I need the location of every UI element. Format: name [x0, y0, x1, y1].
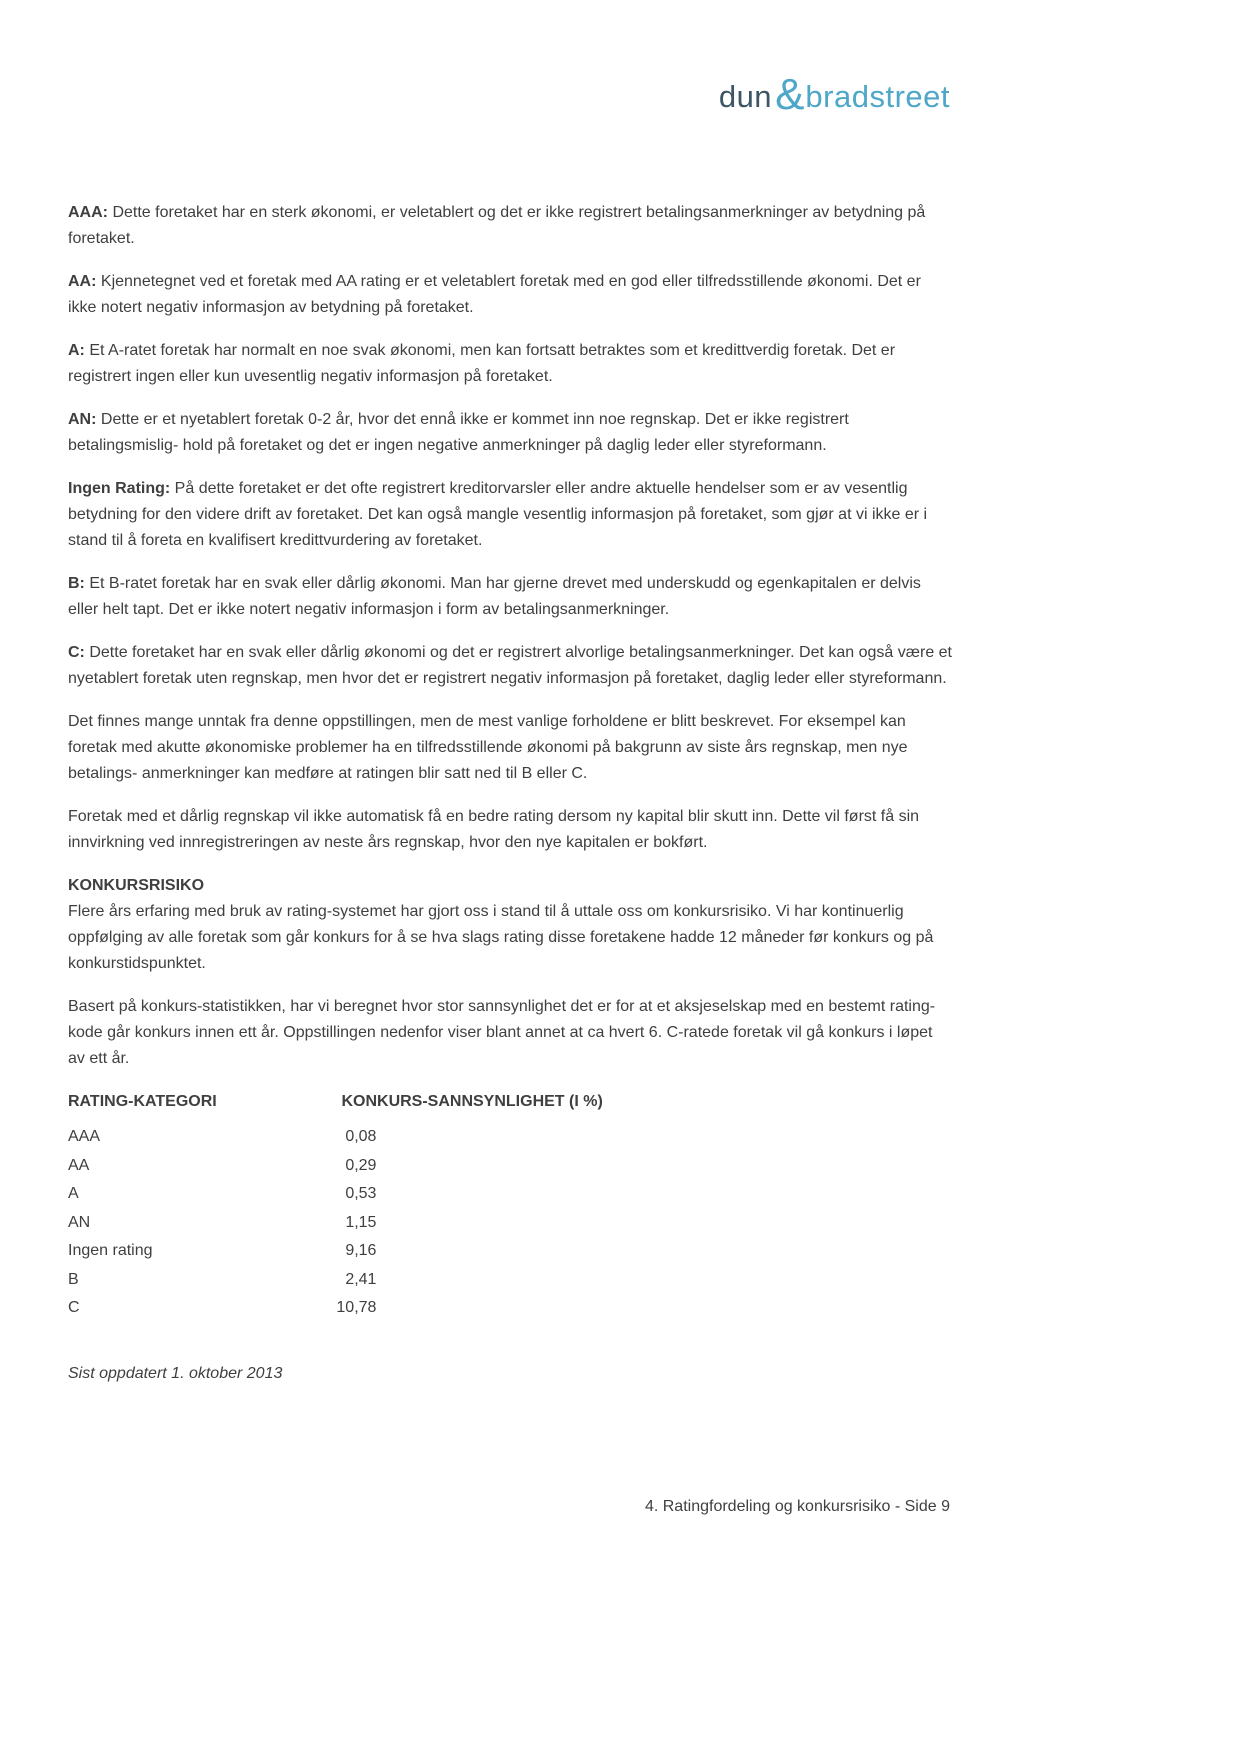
konkursrisiko-heading: KONKURSRISIKO	[68, 877, 205, 894]
rating-category-cell: AN	[68, 1213, 91, 1231]
table-row	[68, 1266, 952, 1295]
rating-category-cell: C	[68, 1299, 80, 1316]
rating-category-cell: Ingen rating	[68, 1242, 153, 1259]
rating-text: Dette foretaket har en svak eller dårlig økonomi og det er registrert alvorlige betalingsanmerkninger. Det kan også være et nyetablert foretak uten regnskap, men hvor det er registrert negativ informasjon på foretaket, daglig leder eller styreformann.	[68, 644, 952, 687]
table-row	[68, 1209, 952, 1238]
rating-text: Dette er et nyetablert foretak 0-2 år, hvor det ennå ikke er kommet inn noe regnskap. Det er ikke registrert betalingsmislig- hold på foretaket og det er ingen negative anmerkninger på daglig leder eller styreformann.	[68, 411, 849, 454]
ampersand-logo-icon: &	[775, 70, 805, 119]
rating-label: AN:	[68, 411, 97, 428]
table-row	[68, 1237, 952, 1266]
rating-label: A:	[68, 342, 85, 359]
rating-definition-an	[68, 407, 952, 459]
konkursrisiko-paragraph-1: Flere års erfaring med bruk av rating-systemet har gjort oss i stand til å uttale oss om konkursrisiko. Vi har kontinuerlig oppfølging av alle foretak som går konkurs for å se hva slags rating disse foretakene hadde 12 måneder før konkurs og på konkurstidspunktet.	[68, 903, 934, 972]
table-header-row	[68, 1089, 952, 1115]
table-row	[68, 1294, 952, 1323]
probability-cell: 0,08	[345, 1128, 377, 1145]
probability-cell: 9,16	[345, 1242, 377, 1259]
column-header-konkurs-sannsynlighet: KONKURS-SANNSYNLIGHET (I %)	[341, 1093, 603, 1110]
rating-category-cell: AA	[68, 1156, 90, 1174]
dun-bradstreet-logo	[719, 68, 950, 118]
rating-definition-aa	[68, 269, 952, 321]
rating-probability-table	[68, 1089, 952, 1323]
probability-cell: 10,78	[336, 1299, 377, 1316]
probability-cell: 0,53	[345, 1185, 377, 1202]
column-header-rating-kategori: RATING-KATEGORI	[68, 1093, 217, 1110]
note-exceptions: Det finnes mange unntak fra denne oppstillingen, men de mest vanlige forholdene er blitt beskrevet. For eksempel kan foretak med akutte økonomiske problemer ha en tilfredsstillende økonomi på bakgrunn av siste års regnskap, men nye betalings- anmerkninger kan medføre at ratingen blir satt ned til B eller C.	[68, 713, 908, 782]
probability-cell: 0,29	[345, 1156, 377, 1174]
rating-definition-b	[68, 571, 952, 623]
logo-dun-text: dun	[718, 79, 773, 114]
rating-text: Dette foretaket har en sterk økonomi, er veletablert og det er ikke registrert betalingsanmerkninger av betydning på foretaket.	[68, 204, 926, 247]
table-row	[68, 1123, 952, 1152]
rating-text: Kjennetegnet ved et foretak med AA rating er et veletablert foretak med en god eller tilfredsstillende økonomi. Det er ikke notert negativ informasjon av betydning på foretaket.	[68, 273, 921, 316]
rating-definition-aaa	[68, 200, 952, 252]
page-footer: 4. Ratingfordeling og konkursrisiko - Side 9	[644, 1498, 950, 1515]
table-row	[68, 1152, 952, 1181]
rating-text: Et A-ratet foretak har normalt en noe svak økonomi, men kan fortsatt betraktes som et kredittverdig foretak. Det er registrert ingen eller kun uvesentlig negativ informasjon på foretaket.	[68, 342, 896, 385]
table-row	[68, 1180, 952, 1209]
rating-text: På dette foretaket er det ofte registrert kreditorvarsler eller andre aktuelle hendelser som er av vesentlig betydning for den videre drift av foretaket. Det kan også mangle vesentlig informasjon på foretaket, som gjør at vi ikke er i stand til å foreta en kvalifisert kredittvurdering av foretaket.	[68, 480, 928, 549]
rating-label: AAA:	[68, 204, 108, 221]
document-body	[68, 200, 952, 1403]
rating-label: B:	[68, 575, 85, 592]
rating-definition-a	[68, 338, 952, 390]
rating-category-cell: AAA	[68, 1128, 101, 1145]
konkursrisiko-paragraph-2: Basert på konkurs-statistikken, har vi beregnet hvor stor sannsynlighet det er for at et aksjeselskap med en bestemt rating-kode går konkurs innen ett år. Oppstillingen nedenfor viser blant annet at ca hvert 6. C-ratede foretak vil gå konkurs i løpet av ett år.	[68, 998, 936, 1067]
logo-bradstreet-text: bradstreet	[805, 79, 950, 114]
probability-cell: 2,41	[345, 1270, 377, 1288]
last-updated-note: Sist oppdatert 1. oktober 2013	[68, 1364, 283, 1382]
note-capital: Foretak med et dårlig regnskap vil ikke automatisk få en bedre rating dersom ny kapital blir skutt inn. Dette vil først få sin innvirkning ved innregistreringen av neste års regnskap, hvor den nye kapitalen er bokført.	[68, 808, 920, 851]
rating-label: C:	[68, 644, 85, 661]
rating-category-cell: B	[68, 1270, 79, 1288]
rating-label: Ingen Rating:	[68, 480, 171, 497]
probability-cell: 1,15	[345, 1213, 377, 1231]
rating-text: Et B-ratet foretak har en svak eller dårlig økonomi. Man har gjerne drevet med underskudd og egenkapitalen er delvis eller helt tapt. Det er ikke notert negativ informasjon i form av betalingsanmerkninger.	[68, 575, 921, 618]
rating-definition-ingen-rating	[68, 476, 952, 554]
rating-definition-c	[68, 640, 952, 692]
rating-label: AA:	[68, 273, 97, 290]
rating-category-cell: A	[68, 1185, 79, 1202]
